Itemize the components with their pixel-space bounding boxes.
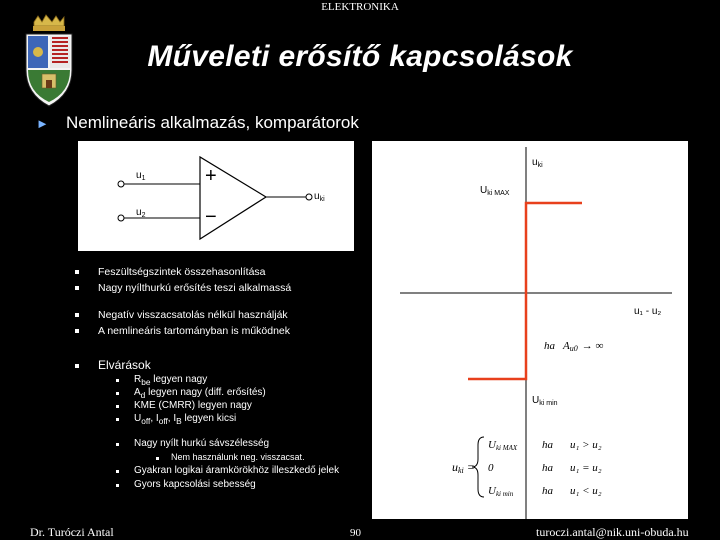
piecewise-formula xyxy=(452,437,602,498)
square-bullet xyxy=(116,484,119,487)
square-bullet xyxy=(116,443,119,446)
opamp-symbol xyxy=(78,141,354,251)
square-bullet xyxy=(156,457,159,460)
bullet-nonlinear: A nemlineáris tartományban is működnek xyxy=(98,325,291,337)
bullet-bandwidth: Nagy nyílt hurkú sávszélesség xyxy=(134,438,270,449)
square-bullet xyxy=(116,470,119,473)
square-bullet xyxy=(116,405,119,408)
svg-text:ha: ha xyxy=(542,462,553,474)
square-bullet xyxy=(75,313,79,317)
svg-text:0: 0 xyxy=(488,462,494,474)
svg-text:uki =: uki = xyxy=(452,460,475,475)
square-bullet xyxy=(116,392,119,395)
comparator-curve xyxy=(468,203,582,379)
page-number: 90 xyxy=(350,527,361,539)
transfer-characteristic xyxy=(372,141,688,519)
expectations-heading: Elvárások xyxy=(98,358,151,372)
svg-text:Uki MAX: Uki MAX xyxy=(488,439,518,452)
square-bullet xyxy=(75,270,79,274)
svg-text:u₁ > u₂: u₁ > u₂ xyxy=(570,439,602,451)
square-bullet xyxy=(75,286,79,290)
output-label: $u_{ki}$ xyxy=(314,191,325,203)
gain-condition: ha Au0 → ∞ xyxy=(544,340,604,353)
expect-rbe: $R_{be}$ legyen nagy xyxy=(134,374,208,387)
expect-cmrr: KME (CMRR) legyen nagy xyxy=(134,400,252,411)
expect-offset: $U_{off}$, $I_{off}$, $I_B$ legyen kicsi xyxy=(134,413,237,426)
umin-label: $U_{ki min}$ xyxy=(532,395,558,407)
footer-author: Dr. Turóczi Antal xyxy=(30,525,114,539)
umax-label: $U_{ki MAX}$ xyxy=(480,185,510,197)
expect-ad: $A_d$ legyen nagy (diff. erősítés) xyxy=(134,387,266,400)
bullet-logic-signals: Gyakran logikai áramkörökhöz illeszkedő jelek xyxy=(134,465,340,476)
plus-sign: + xyxy=(205,165,217,187)
bullet-high-gain: Nagy nyílthurkú erősítés teszi alkalmassá xyxy=(98,282,292,294)
input2-label: $u_2$ xyxy=(136,207,146,219)
svg-text:u₁ < u₂: u₁ < u₂ xyxy=(570,485,602,497)
bullet-fast-switching: Gyors kapcsolási sebesség xyxy=(134,479,256,490)
course-header: ELEKTRONIKA xyxy=(321,1,399,13)
square-bullet xyxy=(75,329,79,333)
opamp-diagram xyxy=(78,141,354,251)
bullet-compare-levels: Feszültségszintek összehasonlítása xyxy=(98,266,266,278)
y-axis-label: $u_{ki}$ xyxy=(532,157,543,169)
minus-sign: − xyxy=(205,206,217,228)
square-bullet xyxy=(116,379,119,382)
svg-text:ha: ha xyxy=(542,485,553,497)
svg-text:u₁ = u₂: u₁ = u₂ xyxy=(570,462,602,474)
square-bullet xyxy=(116,418,119,421)
slide-subtitle: Nemlineáris alkalmazás, komparátorok xyxy=(66,113,359,132)
input1-label: $u_1$ xyxy=(136,170,146,182)
footer-email: turoczi.antal@nik.uni-obuda.hu xyxy=(536,525,689,539)
svg-text:Uki min: Uki min xyxy=(488,485,514,498)
x-axis-label: u₁ - u₂ xyxy=(634,306,662,317)
arrow-bullet-icon: ► xyxy=(36,116,49,131)
slide-title: Műveleti erősítő kapcsolások xyxy=(147,40,573,73)
square-bullet xyxy=(75,364,79,368)
svg-text:ha: ha xyxy=(542,439,553,451)
bullet-no-feedback: Negatív visszacsatolás nélkül használják xyxy=(98,309,288,321)
bullet-no-neg-feedback: Nem használunk neg. visszacsat. xyxy=(171,452,305,462)
